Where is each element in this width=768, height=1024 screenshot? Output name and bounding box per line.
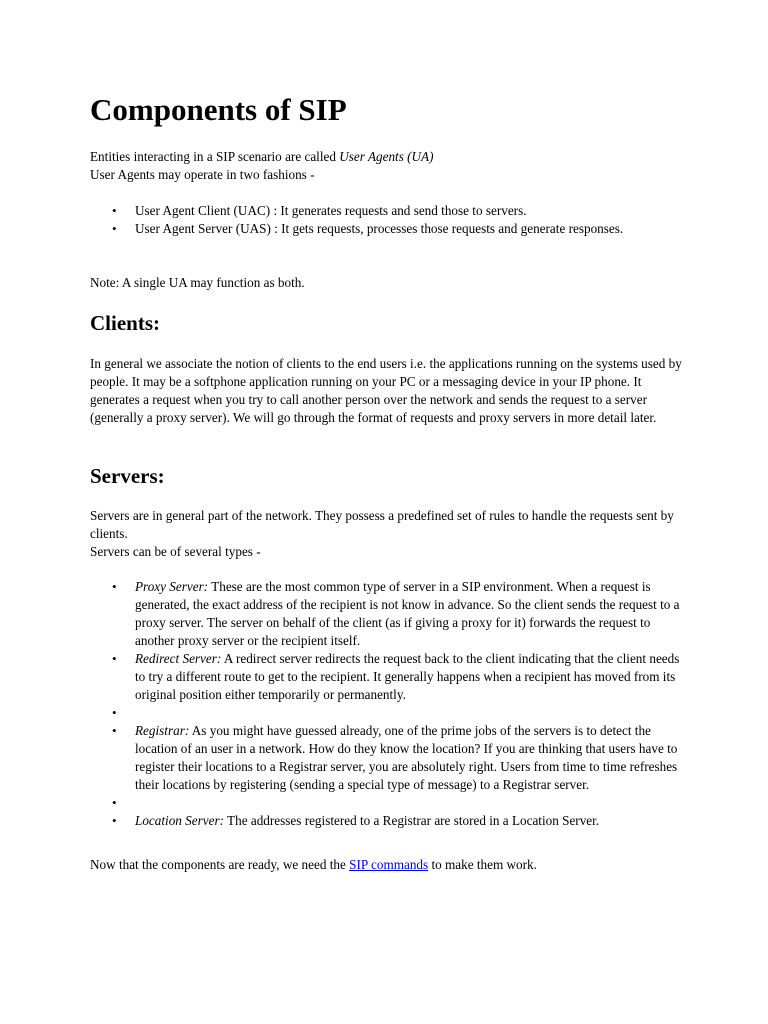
server-types-section — [90, 578, 686, 830]
location-server-term: Location Server: — [135, 813, 224, 828]
list-item-proxy-server — [90, 578, 686, 650]
closing-suffix: to make them work. — [428, 857, 537, 872]
user-agents-term: User Agents (UA) — [339, 149, 434, 164]
list-item-location-server — [90, 812, 686, 830]
closing-text — [90, 856, 686, 874]
list-spacer — [90, 704, 686, 722]
proxy-server-text: These are the most common type of server in a SIP environment. When a request is generated, the exact address of the recipient is not know in advance. So the client sends the request to a proxy server. The server on behalf of the client (as if giving a proxy for it) forwards the request to another proxy server or the recipient itself. — [135, 579, 680, 648]
intro-section — [90, 148, 686, 184]
list-item-uac: • User Agent Client (UAC) : It generates requests and send those to servers. — [90, 202, 686, 220]
list-item-registrar — [90, 722, 686, 794]
redirect-server-term: Redirect Server: — [135, 651, 222, 666]
note-section — [90, 274, 686, 292]
redirect-server-text: A redirect server redirects the request back to the client indicating that the client needs to try a different route to get to the recipient. It generally happens when a recipient has moved from its original position either temporarily or permanently. — [135, 651, 680, 702]
registrar-term: Registrar: — [135, 723, 190, 738]
intro-line-1 — [90, 148, 686, 166]
page-title: Components of SIP — [90, 92, 347, 127]
clients-body-section — [90, 355, 686, 427]
ua-list — [90, 202, 686, 238]
servers-body-1: Servers are in general part of the network. They possess a predefined set of rules to handle the requests sent by clients. — [90, 508, 674, 541]
clients-body: In general we associate the notion of clients to the end users i.e. the applications running on the systems used by people. It may be a softphone application running on your PC or a messaging device in your IP phone. It generates a request when you try to call another person over the network and sends the request to a server (generally a proxy server). We will go through the format of requests and proxy servers in more detail later. — [90, 356, 682, 425]
note-text: Note: A single UA may function as both. — [90, 275, 305, 290]
server-types-list — [90, 578, 686, 830]
list-item-uas: • User Agent Server (UAS) : It gets requests, processes those requests and generate responses. — [90, 220, 686, 238]
closing-section — [90, 856, 686, 874]
list-spacer — [90, 794, 686, 812]
list-item-redirect-server — [90, 650, 686, 704]
clients-heading: Clients: — [90, 311, 160, 335]
servers-heading: Servers: — [90, 464, 165, 488]
clients-section — [90, 308, 686, 338]
proxy-server-term: Proxy Server: — [135, 579, 209, 594]
intro-line-1-text: Entities interacting in a SIP scenario are called — [90, 149, 340, 164]
servers-body-2: Servers can be of several types - — [90, 544, 261, 559]
ua-list-section — [90, 202, 686, 238]
closing-prefix: Now that the components are ready, we need the — [90, 857, 350, 872]
servers-body-section — [90, 507, 686, 561]
servers-section — [90, 461, 686, 491]
intro-line-2: User Agents may operate in two fashions - — [90, 167, 315, 182]
registrar-text: As you might have guessed already, one of the prime jobs of the servers is to detect the location of an user in a network. How do they know the location? If you are thinking that users have to register their locations to a Registrar server, you are absolutely right. Users from time to time refreshes their locations by registering (sending a special type of message) to a Registrar server. — [135, 723, 678, 792]
location-server-text: The addresses registered to a Registrar are stored in a Location Server. — [224, 813, 600, 828]
sip-commands-link[interactable]: SIP commands — [349, 857, 429, 872]
